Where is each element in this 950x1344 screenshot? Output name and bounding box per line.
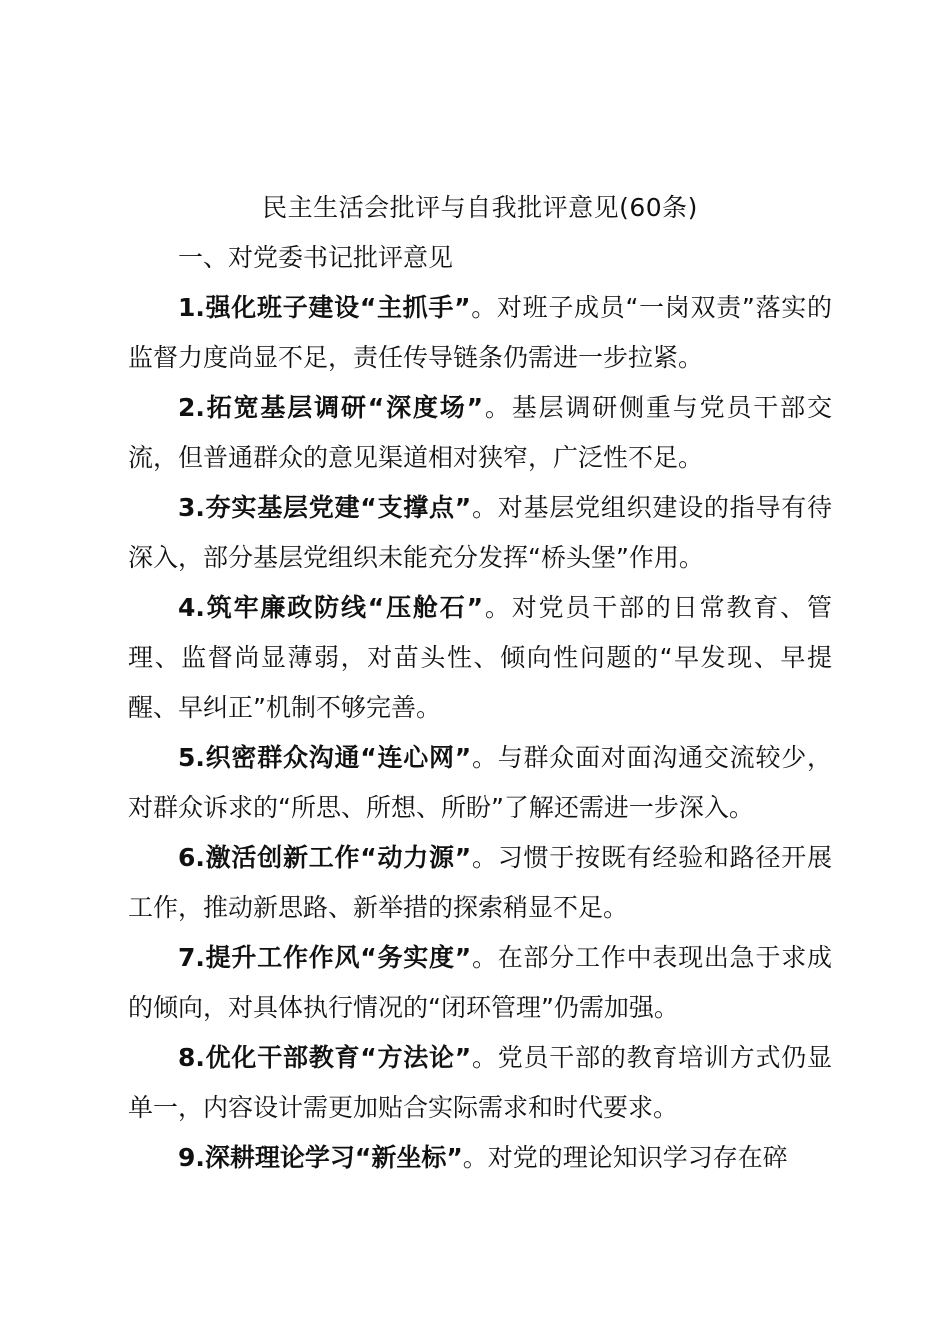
item-text: 。党员干部的教育培训方式仍显单一，内容设计需更加贴合实际需求和时代要求。: [128, 1043, 832, 1122]
document-title: 民主生活会批评与自我批评意见(60条): [262, 193, 698, 222]
item-heading: 7.提升工作作风“务实度”: [178, 943, 472, 972]
item-text: 。基层调研侧重与党员干部交流，但普通群众的意见渠道相对狭窄，广泛性不足。: [128, 393, 832, 472]
section-heading: 一、对党委书记批评意见: [178, 243, 454, 272]
list-item: [128, 283, 832, 383]
list-item: [128, 583, 832, 733]
item-text: 。对班子成员“一岗双责”落实的监督力度尚显不足，责任传导链条仍需进一步拉紧。: [128, 293, 832, 372]
item-text: 。在部分工作中表现出急于求成的倾向，对具体执行情况的“闭环管理”仍需加强。: [128, 943, 832, 1022]
list-item: [128, 733, 832, 833]
list-item: [128, 383, 832, 483]
list-item: [128, 833, 832, 933]
item-heading: 1.强化班子建设“主抓手”: [178, 293, 471, 322]
item-heading: 9.深耕理论学习“新坐标”: [178, 1143, 463, 1172]
item-heading: 6.激活创新工作“动力源”: [178, 843, 472, 872]
list-item: [128, 933, 832, 1033]
item-heading: 5.织密群众沟通“连心网”: [178, 743, 472, 772]
item-text: 。对基层党组织建设的指导有待深入，部分基层党组织未能充分发挥“桥头堡”作用。: [128, 493, 832, 572]
list-item: [128, 1033, 832, 1133]
item-heading: 8.优化干部教育“方法论”: [178, 1043, 472, 1072]
item-text: 。习惯于按既有经验和路径开展工作，推动新思路、新举措的探索稍显不足。: [128, 843, 832, 922]
item-text: 。对党员干部的日常教育、管理、监督尚显薄弱，对苗头性、倾向性问题的“早发现、早提醒、早纠正”机制不够完善。: [128, 593, 832, 722]
list-item: [128, 483, 832, 583]
item-heading: 4.筑牢廉政防线“压舱石”: [178, 593, 484, 622]
list-item: [128, 1133, 832, 1183]
item-text: 。对党的理论知识学习存在碎: [462, 1143, 788, 1172]
item-heading: 3.夯实基层党建“支撑点”: [178, 493, 472, 522]
item-heading: 2.拓宽基层调研“深度场”: [178, 393, 484, 422]
document-body: [128, 183, 832, 1183]
item-text: 。与群众面对面沟通交流较少，对群众诉求的“所思、所想、所盼”了解还需进一步深入。: [128, 743, 832, 822]
